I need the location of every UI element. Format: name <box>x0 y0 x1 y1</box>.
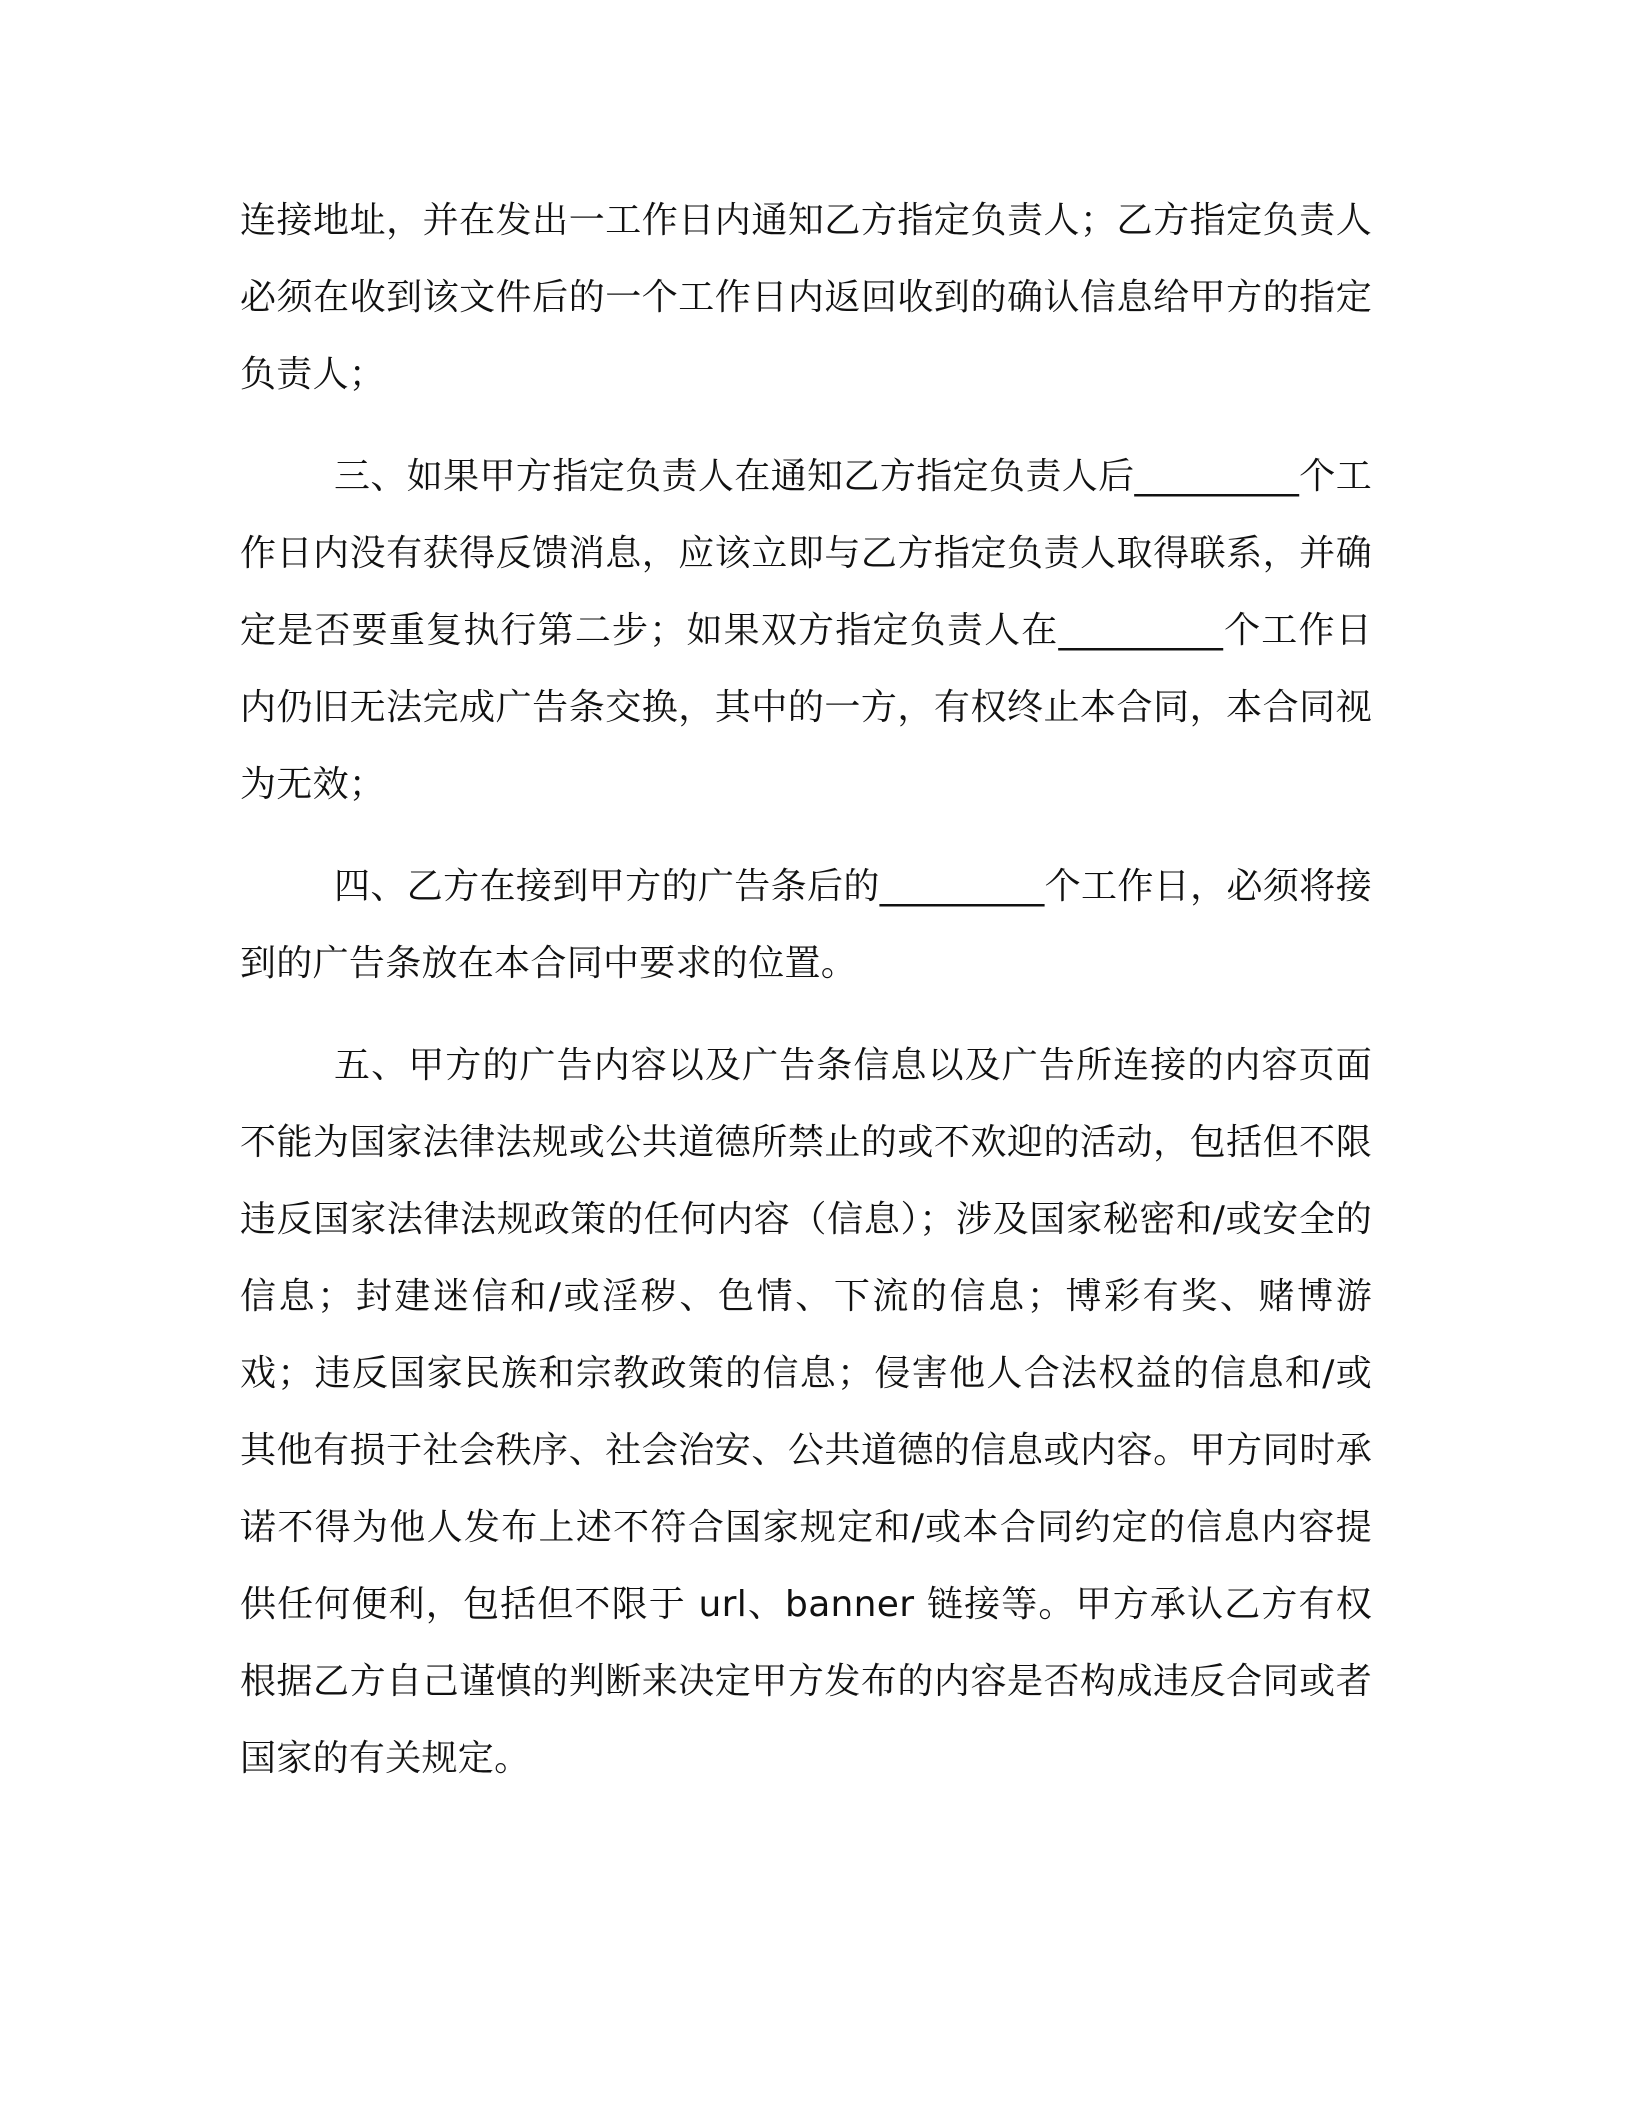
paragraph-clause-3: 三、如果甲方指定负责人在通知乙方指定负责人后_________个工作日内没有获得反馈消息，应该立即与乙方指定负责人取得联系，并确定是否要重复执行第二步；如果双方指定负责人在_________个工作日内仍旧无法完成广告条交换，其中的一方，有权终止本合同，本合同视为无效； <box>240 456 1372 805</box>
paragraph-clause-4: 四、乙方在接到甲方的广告条后的_________个工作日，必须将接到的广告条放在本合同中要求的位置。 <box>240 866 1372 984</box>
paragraph-continued: 连接地址，并在发出一工作日内通知乙方指定负责人；乙方指定负责人必须在收到该文件后的一个工作日内返回收到的确认信息给甲方的指定负责人； <box>240 200 1372 395</box>
paragraph-clause-5: 五、甲方的广告内容以及广告条信息以及广告所连接的内容页面不能为国家法律法规或公共道德所禁止的或不欢迎的活动，包括但不限违反国家法律法规政策的任何内容（信息）；涉及国家秘密和/或安全的信息；封建迷信和/或淫秽、色情、下流的信息；博彩有奖、赌博游戏；违反国家民族和宗教政策的信息；侵害他人合法权益的信息和/或其他有损于社会秩序、社会治安、公共道德的信息或内容。甲方同时承诺不得为他人发布上述不符合国家规定和/或本合同约定的信息内容提供任何便利，包括但不限于 url、banner 链接等。甲方承认乙方有权根据乙方自己谨慎的判断来决定甲方发布的内容是否构成违反合同或者国家的有关规定。 <box>240 1045 1372 1779</box>
document-body <box>240 182 1372 1797</box>
